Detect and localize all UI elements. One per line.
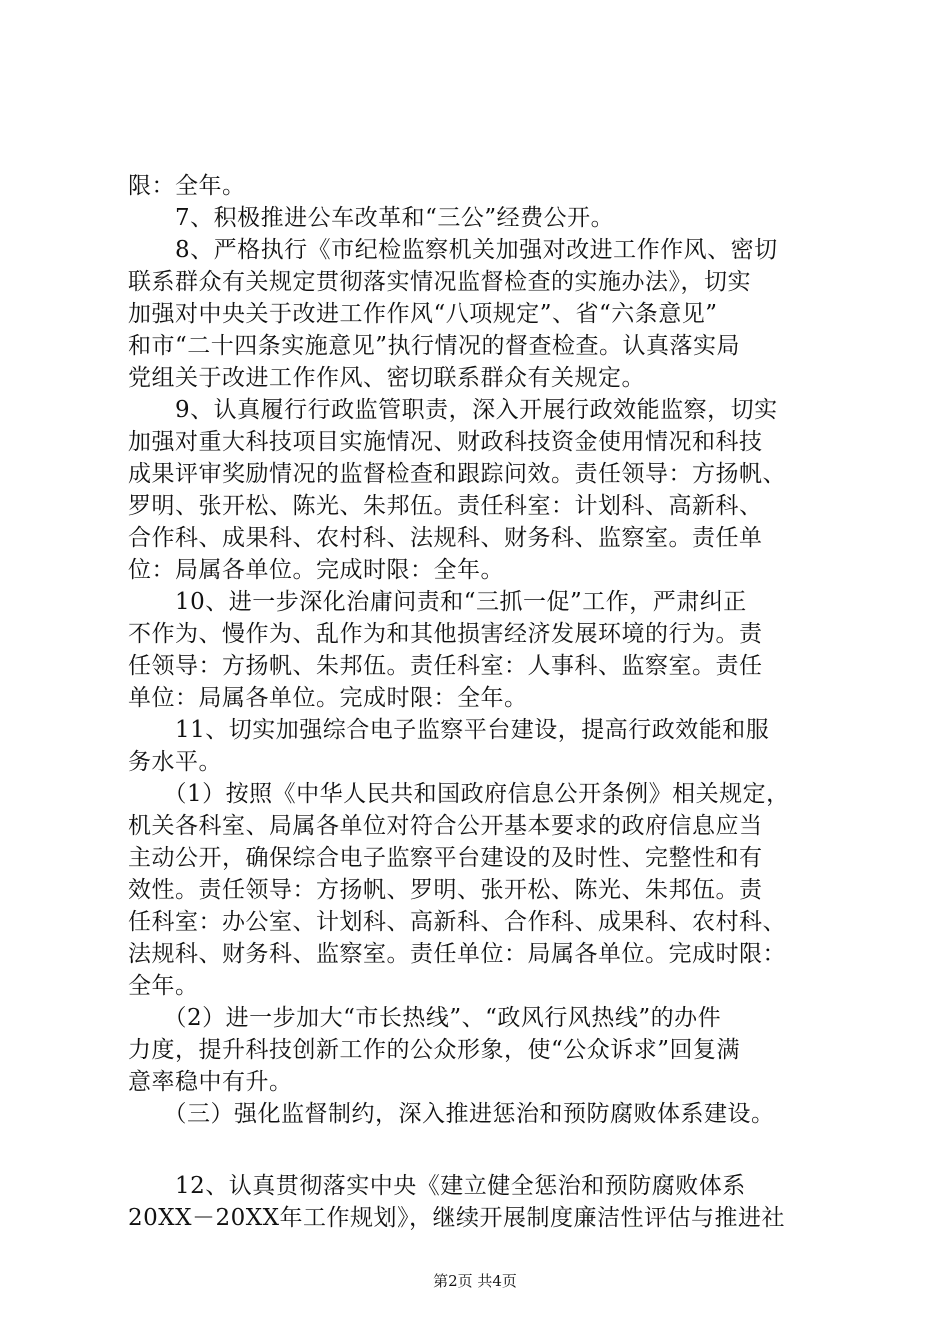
text-line: （2）进一步加大“市长热线”、“政风行风热线”的办件 [128,1005,722,1031]
text-line: 效性。责任领导：方扬帆、罗明、张开松、陈光、朱邦伍。责 [128,877,763,903]
text-line: 任领导：方扬帆、朱邦伍。责任科室：人事科、监察室。责任 [128,653,763,679]
text-line: 和市“二十四条实施意见”执行情况的督查检查。认真落实局 [128,333,741,359]
text-line: 8、严格执行《市纪检监察机关加强对改进工作作风、密切 [128,237,778,263]
text-line: 意率稳中有升。 [128,1069,293,1095]
text-line: 力度，提升科技创新工作的公众形象，使“公众诉求”回复满 [128,1037,741,1063]
text-line: 合作科、成果科、农村科、法规科、财务科、监察室。责任单 [128,525,763,551]
text-line: 单位：局属各单位。完成时限：全年。 [128,685,528,711]
text-line: （三）强化监督制约，深入推进惩治和预防腐败体系建设。 [128,1101,775,1127]
text-line: 20XX－20XX年工作规划》，继续开展制度廉洁性评估与推进社 [128,1205,786,1231]
text-line: 10、进一步深化治庸问责和“三抓一促”工作，严肃纠正 [128,589,747,615]
text-line: 不作为、慢作为、乱作为和其他损害经济发展环境的行为。责 [128,621,763,647]
text-line: 联系群众有关规定贯彻落实情况监督检查的实施办法》，切实 [128,269,751,295]
text-line: 党组关于改进工作作风、密切联系群众有关规定。 [128,365,645,391]
text-line: 全年。 [128,973,199,999]
text-line: 务水平。 [128,749,222,775]
text-line: 加强对重大科技项目实施情况、财政科技资金使用情况和科技 [128,429,763,455]
text-line: 7、积极推进公车改革和“三公”经费公开。 [128,205,615,231]
text-line: （1）按照《中华人民共和国政府信息公开条例》相关规定， [128,781,790,807]
text-line: 主动公开，确保综合电子监察平台建设的及时性、完整性和有 [128,845,763,871]
text-line: 任科室：办公室、计划科、高新科、合作科、成果科、农村科、 [128,909,786,935]
text-line: 限：全年。 [128,173,246,199]
page-number-footer: 第2页 共4页 [433,1272,517,1290]
text-line: 机关各科室、局属各单位对符合公开基本要求的政府信息应当 [128,813,763,839]
text-line: 9、认真履行行政监管职责，深入开展行政效能监察，切实 [128,397,778,423]
text-line: 法规科、财务科、监察室。责任单位：局属各单位。完成时限： [128,941,786,967]
text-line: 位：局属各单位。完成时限：全年。 [128,557,504,583]
text-line: 罗明、张开松、陈光、朱邦伍。责任科室：计划科、高新科、 [128,493,763,519]
text-line: 12、认真贯彻落实中央《建立健全惩治和预防腐败体系 [128,1173,746,1199]
text-line: 加强对中央关于改进工作作风“八项规定”、省“六条意见” [128,301,718,327]
text-line: 成果评审奖励情况的监督检查和跟踪问效。责任领导：方扬帆、 [128,461,786,487]
text-line: 11、切实加强综合电子监察平台建设，提高行政效能和服 [128,717,770,743]
